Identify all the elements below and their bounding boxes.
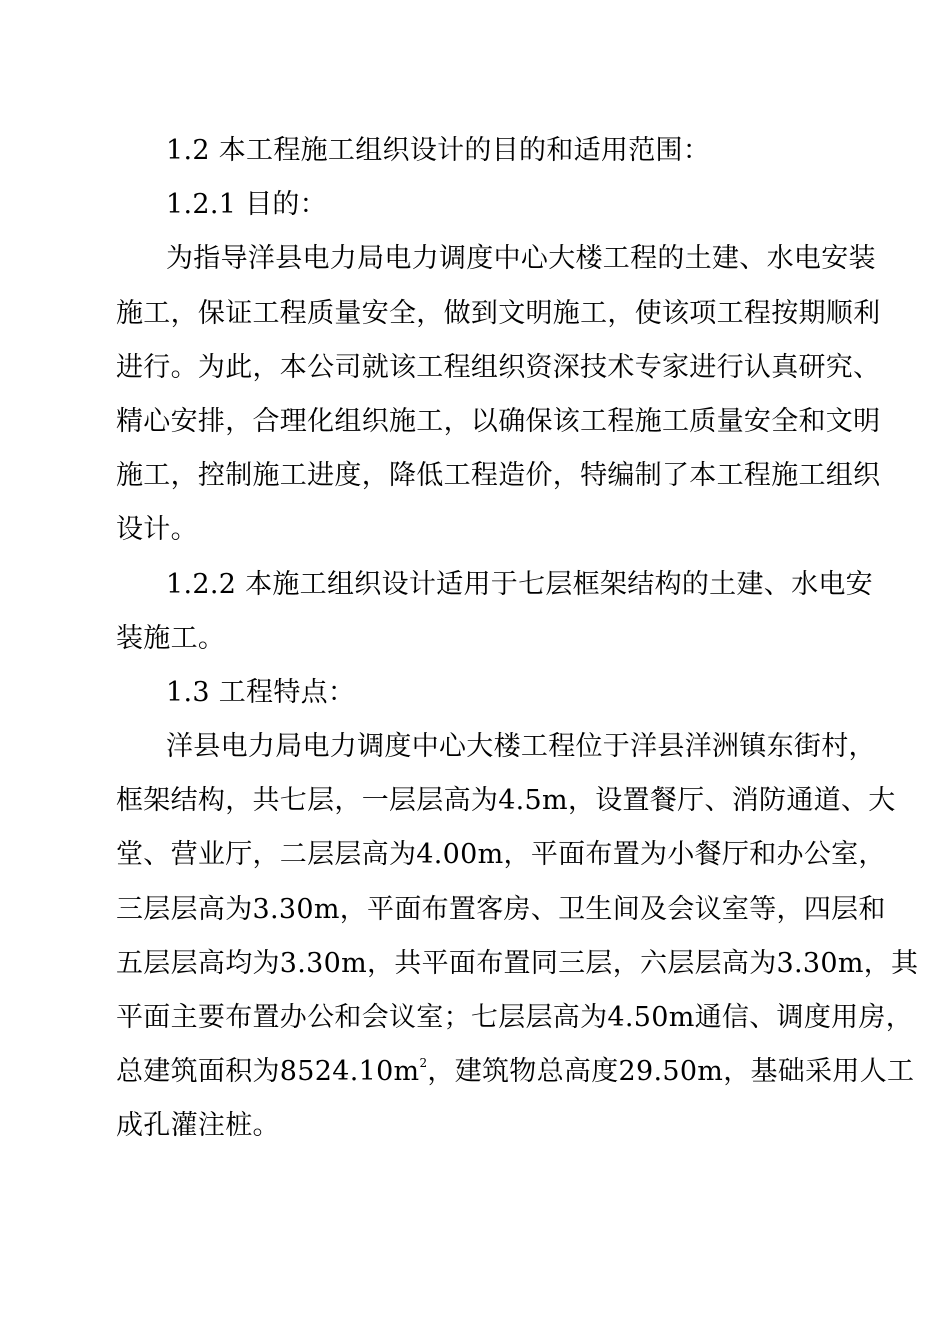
paragraph-line: 设计。 (116, 514, 198, 546)
paragraph-line: 成孔灌注桩。 (116, 1110, 280, 1142)
paragraph-line: 五层层高均为3.30m，共平面布置同三层，六层层高为3.30m，其 (116, 947, 919, 979)
paragraph-line: 堂、营业厅，二层层高为4.00m，平面布置为小餐厅和办公室， (116, 839, 886, 871)
paragraph-line: 施工，控制施工进度，降低工程造价，特编制了本工程施工组织 (116, 460, 881, 492)
paragraph-line: 平面主要布置办公和会议室；七层层高为4.50m通信、调度用房， (116, 1002, 914, 1033)
paragraph-line: 框架结构，共七层，一层层高为4.5m，设置餐厅、消防通道、大 (116, 785, 896, 817)
paragraph-line: 精心安排，合理化组织施工，以确保该工程施工质量安全和文明 (116, 405, 881, 437)
area-superscript: 2 (419, 1056, 428, 1071)
paragraph-line: 为指导洋县电力局电力调度中心大楼工程的土建、水电安装 (166, 243, 876, 275)
paragraph-line: 装施工。 (116, 622, 226, 654)
paragraph-line: 进行。为此，本公司就该工程组织资深技术专家进行认真研究、 (116, 351, 881, 383)
paragraph-line: 三层层高为3.30m，平面布置客房、卫生间及会议室等，四层和 (116, 893, 886, 925)
area-text-after: ，建筑物总高度29.50m，基础采用人工 (427, 1056, 915, 1088)
paragraph-line: 洋县电力局电力调度中心大楼工程位于洋县洋洲镇东街村， (166, 731, 876, 763)
paragraph-line: 施工，保证工程质量安全，做到文明施工，使该项工程按期顺利 (116, 297, 881, 329)
paragraph-line: 1.2.2 本施工组织设计适用于七层框架结构的土建、水电安 (166, 568, 873, 600)
section-heading-1-2-1: 1.2.1 目的： (166, 189, 327, 221)
section-heading-1-3: 1.3 工程特点： (166, 676, 356, 708)
document-page (116, 124, 919, 1154)
area-text-before: 总建筑面积为8524.10m (116, 1056, 420, 1088)
section-heading-1-2: 1.2 本工程施工组织设计的目的和适用范围： (166, 135, 711, 166)
paragraph-line-area (116, 1045, 915, 1099)
